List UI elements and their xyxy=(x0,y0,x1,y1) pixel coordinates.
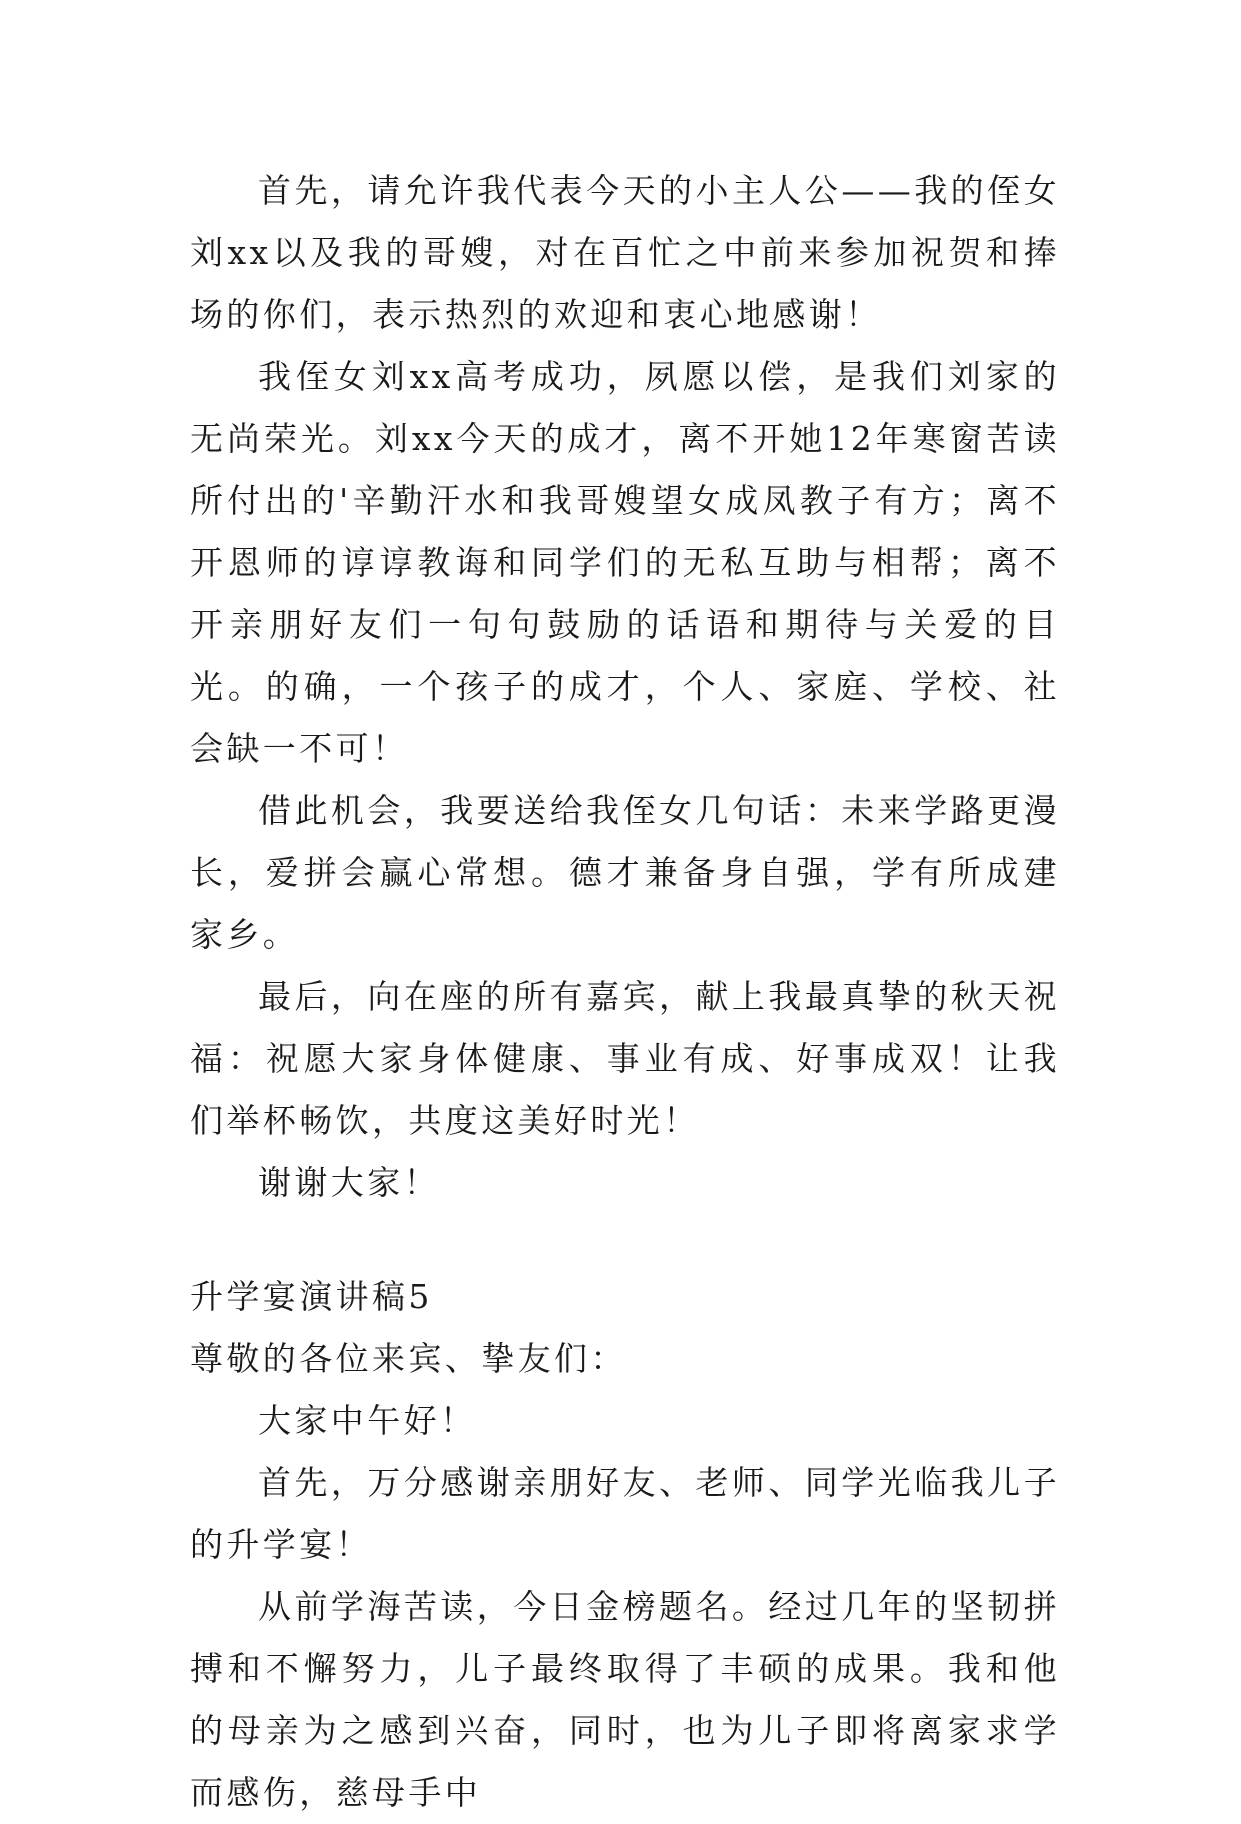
section-title: 升学宴演讲稿5 xyxy=(190,1277,433,1316)
paragraph-thanks: 首先，请允许我代表今天的小主人公——我的侄女刘xx以及我的哥嫂，对在百忙之中前来参加祝贺和捧场的你们，表示热烈的欢迎和衷心地感谢！ xyxy=(190,171,1060,334)
paragraph-success: 我侄女刘xx高考成功，夙愿以偿，是我们刘家的无尚荣光。刘xx今天的成才，离不开她12年寒窗苦读所付出的'辛勤汗水和我哥嫂望女成凤教子有方；离不开恩师的谆谆教诲和同学们的无私互助与相帮；离不开亲朋好友们一句句鼓励的话语和期待与关爱的目光。的确，一个孩子的成才，个人、家庭、学校、社会缺一不可！ xyxy=(190,357,1060,768)
salutation: 尊敬的各位来宾、挚友们： xyxy=(190,1339,627,1378)
paragraph-greeting: 大家中午好！ xyxy=(258,1401,477,1440)
section-gap xyxy=(190,1214,1060,1266)
document-page xyxy=(190,160,1060,1824)
paragraph-achievement: 从前学海苦读，今日金榜题名。经过几年的坚韧拼搏和不懈努力，儿子最终取得了丰硕的成果。我和他的母亲为之感到兴奋，同时，也为儿子即将离家求学而感伤，慈母手中 xyxy=(190,1587,1060,1812)
paragraph-closing: 谢谢大家！ xyxy=(258,1163,440,1202)
paragraph-gratitude: 首先，万分感谢亲朋好友、老师、同学光临我儿子的升学宴！ xyxy=(190,1463,1060,1564)
paragraph-blessing: 最后，向在座的所有嘉宾，献上我最真挚的秋天祝福：祝愿大家身体健康、事业有成、好事成双！让我们举杯畅饮，共度这美好时光！ xyxy=(190,977,1060,1140)
paragraph-wishes: 借此机会，我要送给我侄女几句话：未来学路更漫长，爱拼会赢心常想。德才兼备身自强，学有所成建家乡。 xyxy=(190,791,1060,954)
